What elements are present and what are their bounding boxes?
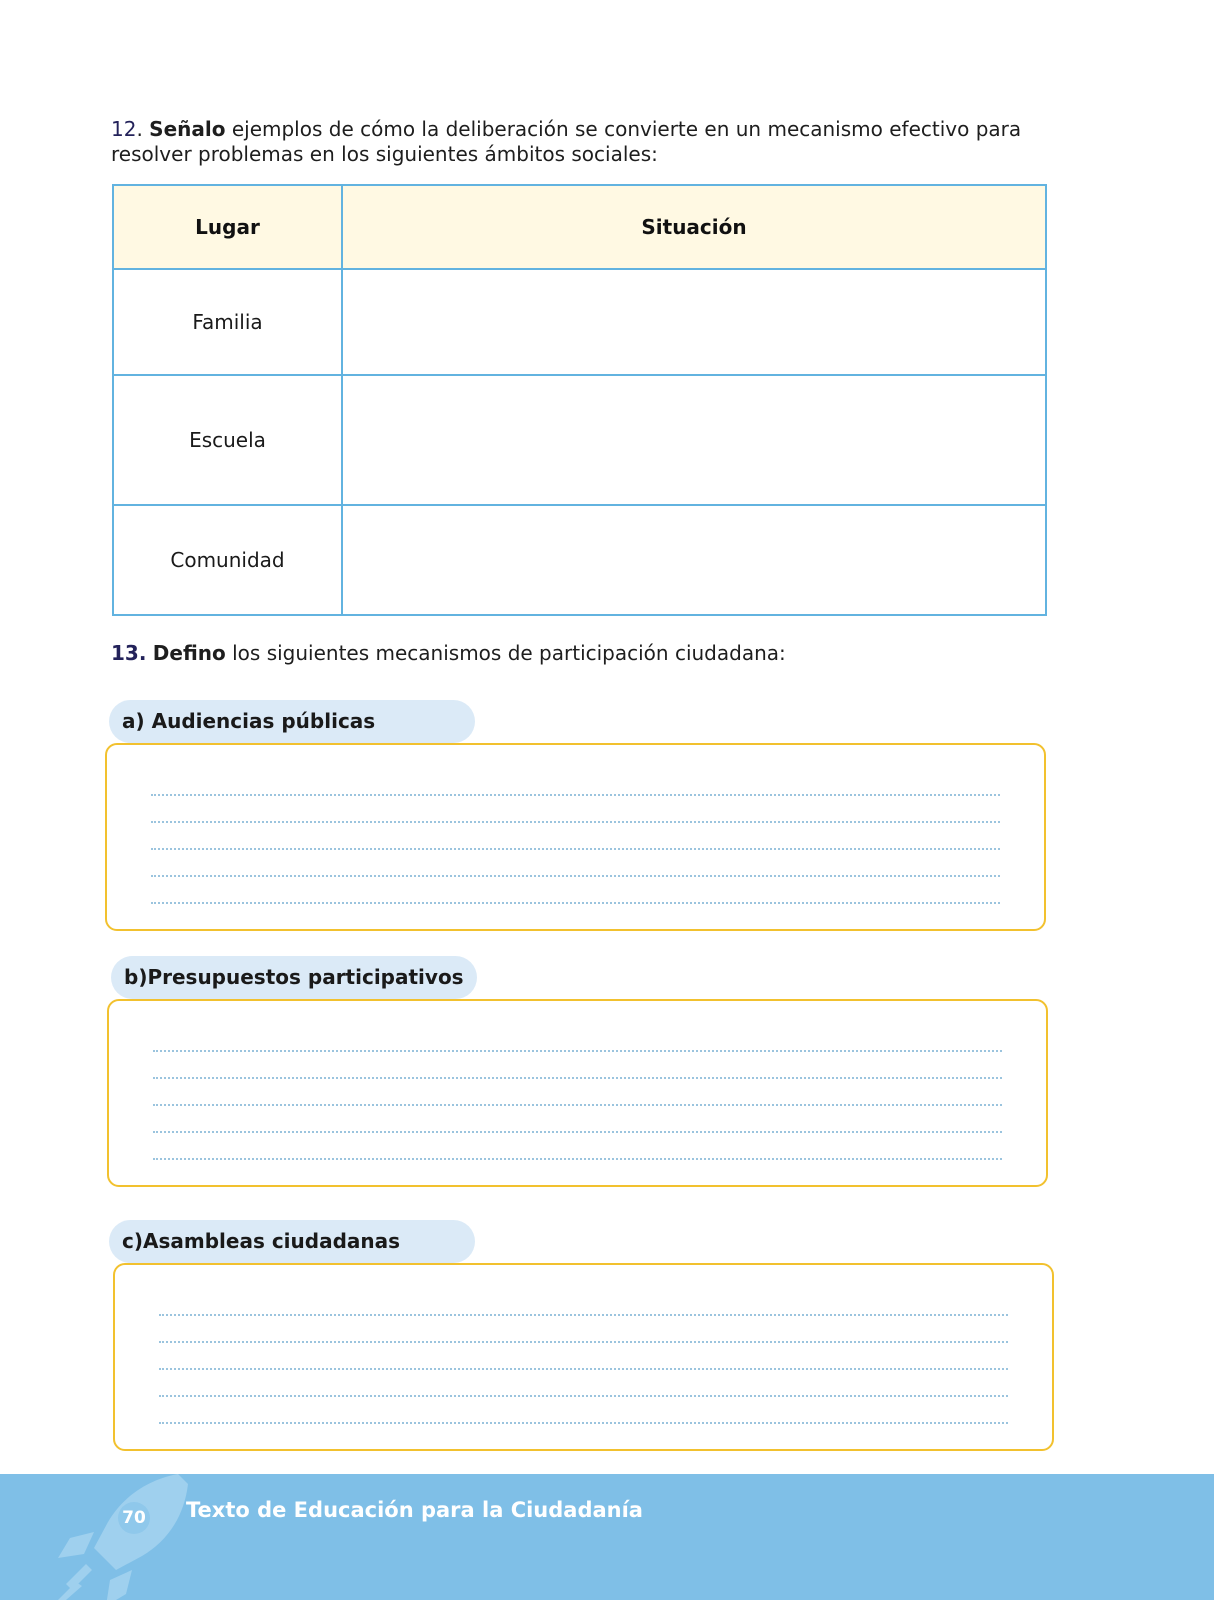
table-row [113, 505, 1046, 615]
section-label-asambleas: c)Asambleas ciudadanas [109, 1220, 475, 1263]
writing-line [159, 1341, 1008, 1343]
question-number: 13. [111, 641, 147, 665]
rocket-icon [50, 1472, 190, 1600]
question-12: 12. Señalo ejemplos de cómo la deliberación se convierte en un mecanismo efectivo para resolver problemas en los siguientes ámbitos sociales: [111, 117, 1022, 166]
writing-line [159, 1368, 1008, 1370]
table-row [113, 375, 1046, 505]
book-title: Texto de Educación para la Ciudadanía [186, 1498, 643, 1522]
answer-box-presupuestos[interactable] [107, 999, 1048, 1187]
answer-box-asambleas[interactable] [113, 1263, 1054, 1451]
row-label: Escuela [113, 375, 342, 505]
writing-line [151, 902, 1000, 904]
table-row [113, 269, 1046, 375]
answer-cell[interactable] [342, 505, 1046, 615]
row-label: Comunidad [113, 505, 342, 615]
question-number: 12 [111, 117, 137, 141]
writing-line [153, 1131, 1002, 1133]
answer-cell[interactable] [342, 269, 1046, 375]
writing-line [159, 1422, 1008, 1424]
writing-line [159, 1395, 1008, 1397]
writing-line [151, 794, 1000, 796]
writing-line [153, 1050, 1002, 1052]
header-situacion: Situación [342, 185, 1046, 269]
header-lugar: Lugar [113, 185, 342, 269]
deliberation-table [112, 184, 1047, 616]
writing-line [151, 848, 1000, 850]
section-label-presupuestos: b)Presupuestos participativos [111, 956, 477, 999]
writing-line [153, 1158, 1002, 1160]
question-text: los siguientes mecanismos de participación ciudadana: [225, 641, 786, 665]
writing-line [153, 1104, 1002, 1106]
writing-line [151, 875, 1000, 877]
answer-cell[interactable] [342, 375, 1046, 505]
question-verb: Defino [152, 641, 226, 665]
question-text: ejemplos de cómo la deliberación se convierte en un mecanismo efectivo para resolver problemas en los siguientes ámbitos sociales: [111, 117, 1022, 166]
writing-line [151, 821, 1000, 823]
answer-box-audiencias[interactable] [105, 743, 1046, 931]
question-verb: Señalo [149, 117, 226, 141]
writing-line [153, 1077, 1002, 1079]
question-13 [111, 641, 1071, 666]
table-header-row [113, 185, 1046, 269]
writing-line [159, 1314, 1008, 1316]
page-number: 70 [118, 1502, 150, 1534]
section-label-audiencias: a) Audiencias públicas [109, 700, 475, 743]
row-label: Familia [113, 269, 342, 375]
page-footer [0, 1474, 1214, 1600]
